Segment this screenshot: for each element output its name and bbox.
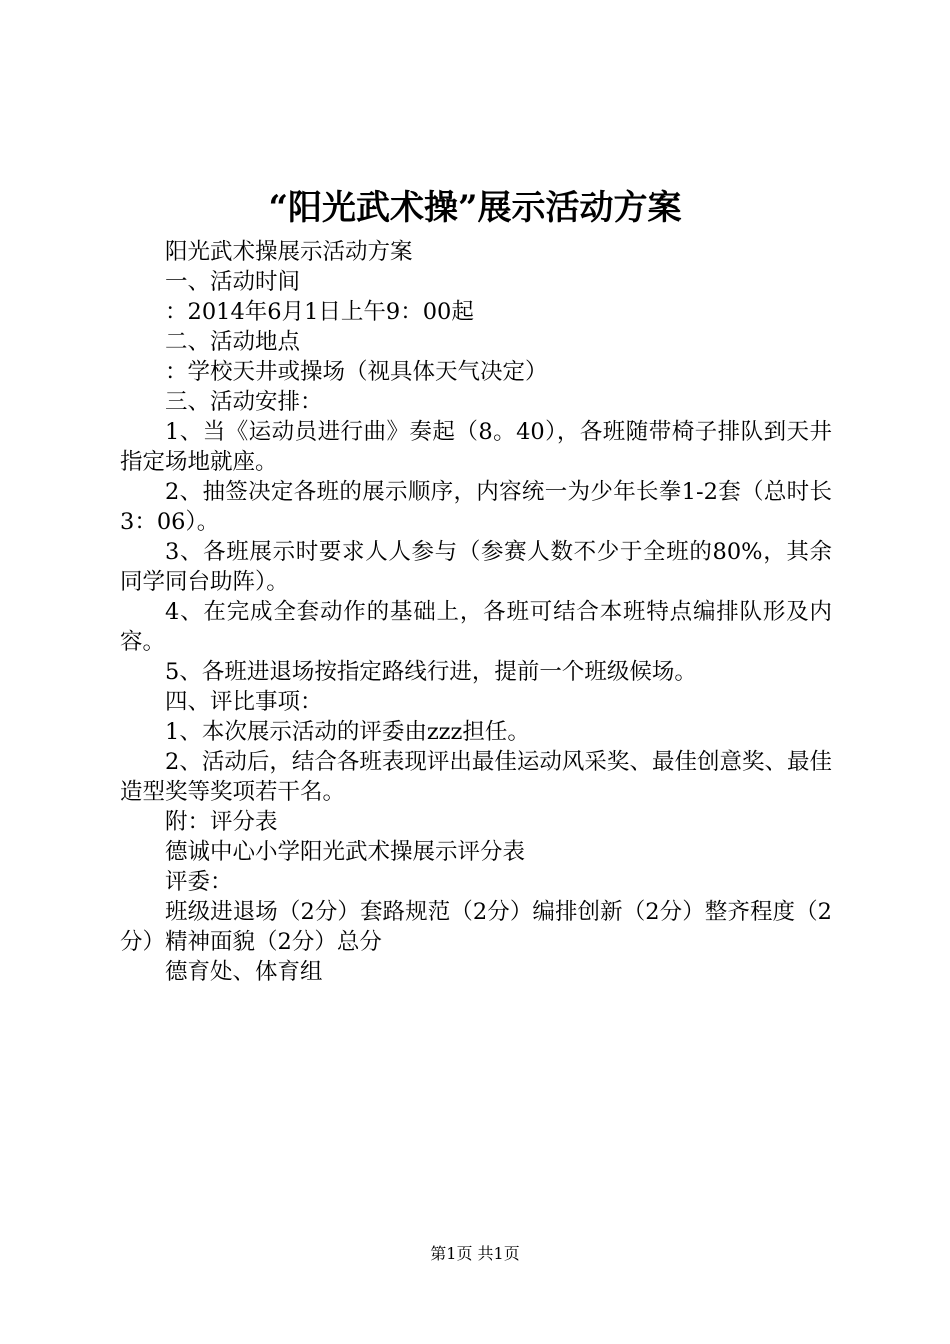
paragraph-judges: 评委： [165,869,233,895]
paragraph-location: ：学校天井或操场（视具体天气决定） [165,359,548,385]
section-heading-judging: 四、评比事项： [165,689,323,715]
paragraph-appendix: 附：评分表 [165,809,278,835]
paragraph-arrangement-2: 2、抽签决定各班的展示顺序，内容统一为少年长拳1-2套（总时长3：06）。 [120,479,832,535]
paragraph-time: ：2014年6月1日上午9：00起 [165,299,474,325]
paragraph-score-sheet-title: 德诚中心小学阳光武术操展示评分表 [165,839,526,865]
paragraph-arrangement-1: 1、当《运动员进行曲》奏起（8。40），各班随带椅子排队到天井指定场地就座。 [120,419,832,475]
paragraph-score-criteria: 班级进退场（2分）套路规范（2分）编排创新（2分）整齐程度（2分）精神面貌（2分）总分 [120,899,832,955]
paragraph-signature: 德育处、体育组 [165,959,323,985]
section-heading-arrangement: 三、活动安排： [165,389,323,415]
paragraph-judging-2: 2、活动后，结合各班表现评出最佳运动风采奖、最佳创意奖、最佳造型奖等奖项若干名。 [120,749,832,805]
section-heading-location: 二、活动地点 [165,329,301,355]
document-title: “阳光武术操”展示活动方案 [268,188,682,228]
page-footer: 第1页 共1页 [430,1244,520,1263]
document-body [120,237,832,987]
section-heading-time: 一、活动时间 [165,269,301,295]
paragraph-arrangement-4: 4、在完成全套动作的基础上，各班可结合本班特点编排队形及内容。 [120,599,832,655]
paragraph-arrangement-3: 3、各班展示时要求人人参与（参赛人数不少于全班的80%，其余同学同台助阵）。 [120,539,832,595]
paragraph-judging-1: 1、本次展示活动的评委由zzz担任。 [165,719,530,745]
paragraph-arrangement-5: 5、各班进退场按指定路线行进，提前一个班级候场。 [165,659,697,685]
paragraph-subtitle: 阳光武术操展示活动方案 [165,239,413,265]
